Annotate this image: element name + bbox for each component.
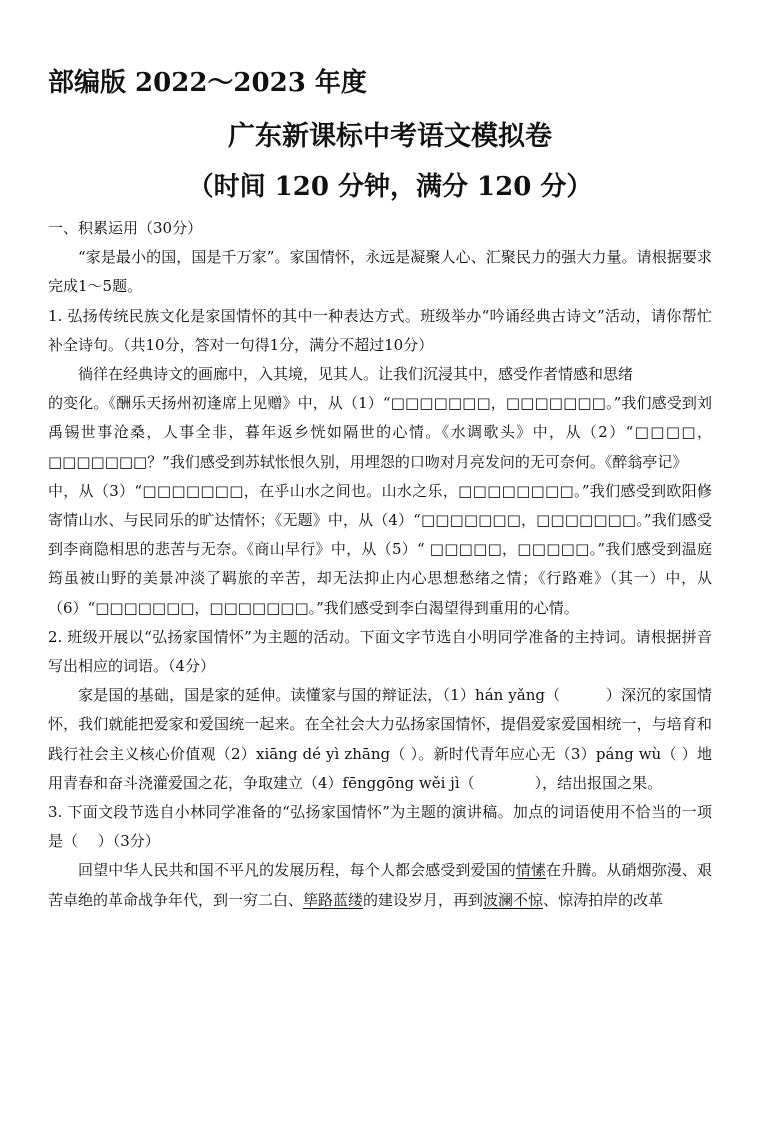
- question-2-prompt: 2. 班级开展以“弘扬家国情怀”为主题的活动。下面文字节选自小明同学准备的主持词。请根据拼音写出相应的词语。（4分）: [48, 627, 712, 676]
- section-heading: 一、积累运用（30分）: [48, 219, 203, 237]
- exam-subtitle: （时间 120 分钟，满分 120 分）: [187, 172, 593, 202]
- q3-underlined-word-3: 波澜不惊: [483, 890, 544, 909]
- question-3-prompt: 3. 下面文段节选自小林同学准备的“弘扬家国情怀”为主题的演讲稿。加点的词语使用不恰当的一项是（ ）（3分）: [48, 803, 712, 851]
- question-1-text-line1: 徜徉在经典诗文的画廊中，入其境，见其人。让我们沉浸其中，感受作者情感和思绪: [78, 365, 634, 384]
- question-3-text: [48, 856, 712, 914]
- q3-underlined-word-1: 情愫: [515, 861, 547, 880]
- edition-heading: 部编版 2022～2023 年度: [48, 68, 367, 98]
- question-2-text: 家是国的基础，国是家的延伸。读懂家与国的辩证法，（1）hán yǎng（ ）深沉的家国情怀，我们就能把爱家和爱国统一起来。在全社会大力弘扬家国情怀，提倡爱家爱国相统一，与培育和践行社会主义核心价值观（2）xiāng dé yì zhāng（ ）。新时代青年应心无（3）páng wù（ ）地用青春和奋斗浇灌爱国之花，争取建立（4）fēnggōng wěi jì（ ），结出报国之果。: [48, 686, 712, 792]
- question-1-prompt: 1. 弘扬传统民族文化是家国情怀的其中一种表达方式。班级举办“吟诵经典古诗文”活动，请你帮忙补全诗句。（共10分，答对一句得1分，满分不超过10分）: [48, 306, 712, 354]
- q3-text-a: 回望中华人民共和国不平凡的发展历程，每个人都会感受到爱国的: [78, 861, 516, 880]
- question-1-text-line2: 的变化。《酬乐天扬州初逢席上见赠》中，从（1）“□□□□□□□，□□□□□□□。”我们感受到刘禹锡世事沧桑，人事全非，暮年返乡恍如隔世的心情。《水调歌头》中，从（2）“□□□□，□□□□□□□？”我们感受到苏轼怅恨久别，用埋怨的口吻对月亮发问的无可奈何。《醉翁亭记》: [48, 394, 712, 471]
- q3-text-b: 在升腾。从硝烟弥漫、艰苦卓绝的革命战争年代，到一穷二白、: [48, 861, 712, 909]
- exam-title: 广东新课标中考语文模拟卷: [228, 121, 552, 152]
- section-intro: “家是最小的国，国是千万家”。家国情怀，永远是凝聚人心、汇聚民力的强大力量。请根据要求完成1～5题。: [48, 248, 712, 296]
- exam-content: [48, 214, 712, 915]
- q3-text-c: 的建设岁月，再到: [363, 890, 484, 909]
- q3-underlined-word-2: 筚路蓝缕: [303, 890, 364, 909]
- q3-text-d: 、惊涛拍岸的改革: [543, 890, 664, 909]
- question-1-text-line3: 中，从（3）“□□□□□□□，在乎山水之间也。山水之乐，□□□□□□□□。”我们感受到欧阳修寄情山水、与民同乐的旷达情怀；《无题》中，从（4）“□□□□□□□，□□□□□□□。”我们感受到李商隐相思的悲苦与无奈。《商山早行》中，从（5）“ □□□□□，□□□□□。”我们感受到温庭筠虽被山野的美景冲淡了羁旅的辛苦，却无法抑止内心思想愁绪之情；《行路难》（其一）中，从（6）“□□□□□□□，□□□□□□□。”我们感受到李白渴望得到重用的心情。: [48, 481, 712, 617]
